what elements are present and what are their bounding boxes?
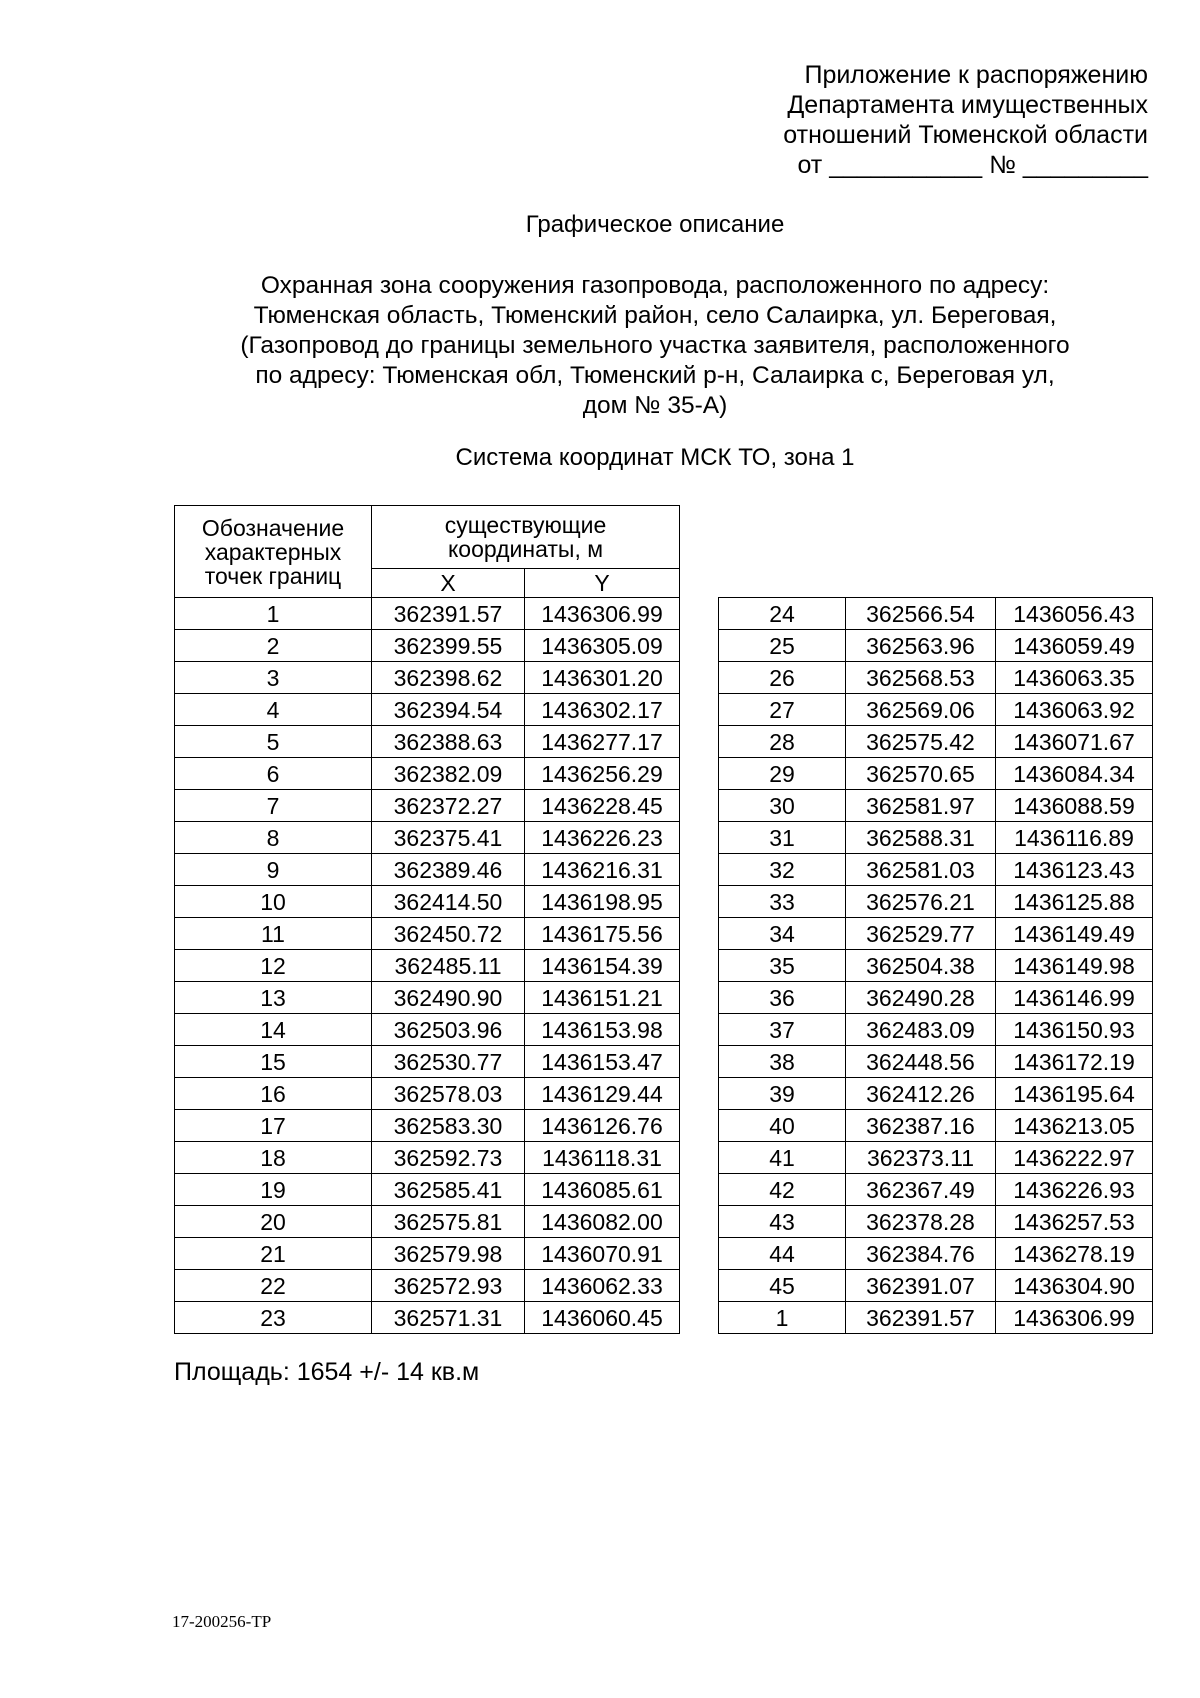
x-coordinate-cell: 362394.54: [372, 694, 525, 726]
document-title: Графическое описание: [525, 211, 785, 238]
y-coordinate-cell: 1436088.59: [996, 790, 1153, 822]
y-coordinate-cell: 1436149.98: [996, 950, 1153, 982]
x-coordinate-cell: 362578.03: [372, 1078, 525, 1110]
header-line-3: отношений Тюменской области: [783, 121, 1148, 149]
y-coordinate-cell: 1436226.23: [525, 822, 680, 854]
x-coordinate-cell: 362384.76: [846, 1238, 996, 1270]
point-number-cell: 28: [719, 726, 846, 758]
table-row: [175, 598, 680, 630]
point-number-cell: 20: [175, 1206, 372, 1238]
table-row: [175, 758, 680, 790]
table-row: [175, 630, 680, 662]
x-coordinate-cell: 362588.31: [846, 822, 996, 854]
y-coordinate-cell: 1436123.43: [996, 854, 1153, 886]
coords-header: существующие координаты, м: [372, 506, 680, 569]
point-number-cell: 18: [175, 1142, 372, 1174]
point-number-cell: 12: [175, 950, 372, 982]
point-number-cell: 9: [175, 854, 372, 886]
point-number-cell: 34: [719, 918, 846, 950]
header-line-4: от ___________ № _________: [797, 151, 1148, 179]
point-number-cell: 45: [719, 1270, 846, 1302]
table-row: [175, 886, 680, 918]
y-coordinate-cell: 1436306.99: [525, 598, 680, 630]
y-coordinate-cell: 1436305.09: [525, 630, 680, 662]
point-number-cell: 1: [719, 1302, 846, 1334]
y-coordinate-cell: 1436175.56: [525, 918, 680, 950]
y-coordinate-cell: 1436301.20: [525, 662, 680, 694]
y-coordinate-cell: 1436060.45: [525, 1302, 680, 1334]
x-coordinate-cell: 362530.77: [372, 1046, 525, 1078]
y-coordinate-cell: 1436063.35: [996, 662, 1153, 694]
x-column-header: X: [372, 569, 525, 598]
point-number-cell: 5: [175, 726, 372, 758]
y-coordinate-cell: 1436153.47: [525, 1046, 680, 1078]
x-coordinate-cell: 362448.56: [846, 1046, 996, 1078]
coordinate-system: Система координат МСК ТО, зона 1: [455, 444, 855, 471]
y-coordinate-cell: 1436150.93: [996, 1014, 1153, 1046]
table-row: [719, 1014, 1153, 1046]
x-coordinate-cell: 362570.65: [846, 758, 996, 790]
x-coordinate-cell: 362581.97: [846, 790, 996, 822]
y-coordinate-cell: 1436063.92: [996, 694, 1153, 726]
y-coordinate-cell: 1436071.67: [996, 726, 1153, 758]
y-coordinate-cell: 1436278.19: [996, 1238, 1153, 1270]
point-number-cell: 23: [175, 1302, 372, 1334]
y-coordinate-cell: 1436059.49: [996, 630, 1153, 662]
table-row: [719, 1110, 1153, 1142]
table-row: [719, 790, 1153, 822]
x-coordinate-cell: 362391.07: [846, 1270, 996, 1302]
y-coordinate-cell: 1436084.34: [996, 758, 1153, 790]
appendix-header: [783, 60, 1148, 180]
table-row: [175, 854, 680, 886]
table-row: [175, 726, 680, 758]
subject-line-1: Охранная зона сооружения газопровода, расположенного по адресу:: [260, 272, 1050, 299]
area-text: Площадь: 1654 +/- 14 кв.м: [174, 1358, 480, 1386]
x-coordinate-cell: 362391.57: [846, 1302, 996, 1334]
y-coordinate-cell: 1436149.49: [996, 918, 1153, 950]
x-coordinate-cell: 362414.50: [372, 886, 525, 918]
point-number-cell: 8: [175, 822, 372, 854]
point-number-cell: 44: [719, 1238, 846, 1270]
x-coordinate-cell: 362569.06: [846, 694, 996, 726]
y-coordinate-cell: 1436226.93: [996, 1174, 1153, 1206]
x-coordinate-cell: 362568.53: [846, 662, 996, 694]
table-row: [175, 1174, 680, 1206]
table-row: [719, 1206, 1153, 1238]
table-row: [175, 1142, 680, 1174]
coordinates-table-left: [174, 505, 680, 1334]
x-coordinate-cell: 362483.09: [846, 1014, 996, 1046]
x-coordinate-cell: 362382.09: [372, 758, 525, 790]
table-row: [719, 694, 1153, 726]
x-coordinate-cell: 362398.62: [372, 662, 525, 694]
point-number-cell: 22: [175, 1270, 372, 1302]
point-number-cell: 32: [719, 854, 846, 886]
x-coordinate-cell: 362575.42: [846, 726, 996, 758]
point-number-cell: 7: [175, 790, 372, 822]
subject-description: [0, 271, 1200, 421]
point-number-cell: 3: [175, 662, 372, 694]
table-row: [175, 982, 680, 1014]
x-coordinate-cell: 362576.21: [846, 886, 996, 918]
table-row: [175, 1302, 680, 1334]
table-row: [719, 854, 1153, 886]
x-coordinate-cell: 362388.63: [372, 726, 525, 758]
point-number-cell: 17: [175, 1110, 372, 1142]
y-coordinate-cell: 1436082.00: [525, 1206, 680, 1238]
point-number-cell: 16: [175, 1078, 372, 1110]
subject-line-4: по адресу: Тюменская обл, Тюменский р-н, Салаирка с, Береговая ул,: [255, 362, 1055, 389]
x-coordinate-cell: 362389.46: [372, 854, 525, 886]
y-coordinate-cell: 1436172.19: [996, 1046, 1153, 1078]
point-number-cell: 14: [175, 1014, 372, 1046]
y-column-header: Y: [525, 569, 680, 598]
table-row: [719, 950, 1153, 982]
subject-line-2: Тюменская область, Тюменский район, село Салаирка, ул. Береговая,: [253, 302, 1057, 329]
point-number-cell: 38: [719, 1046, 846, 1078]
point-number-cell: 15: [175, 1046, 372, 1078]
x-coordinate-cell: 362504.38: [846, 950, 996, 982]
x-coordinate-cell: 362529.77: [846, 918, 996, 950]
point-number-cell: 35: [719, 950, 846, 982]
x-coordinate-cell: 362581.03: [846, 854, 996, 886]
point-number-cell: 26: [719, 662, 846, 694]
x-coordinate-cell: 362391.57: [372, 598, 525, 630]
x-coordinate-cell: 362373.11: [846, 1142, 996, 1174]
y-coordinate-cell: 1436154.39: [525, 950, 680, 982]
point-number-cell: 40: [719, 1110, 846, 1142]
y-coordinate-cell: 1436146.99: [996, 982, 1153, 1014]
x-coordinate-cell: 362583.30: [372, 1110, 525, 1142]
y-coordinate-cell: 1436085.61: [525, 1174, 680, 1206]
y-coordinate-cell: 1436222.97: [996, 1142, 1153, 1174]
y-coordinate-cell: 1436125.88: [996, 886, 1153, 918]
table-row: [175, 1270, 680, 1302]
coordinates-table-right: [718, 597, 1153, 1334]
point-number-cell: 29: [719, 758, 846, 790]
x-coordinate-cell: 362585.41: [372, 1174, 525, 1206]
point-number-cell: 41: [719, 1142, 846, 1174]
table-row: [175, 950, 680, 982]
y-coordinate-cell: 1436116.89: [996, 822, 1153, 854]
table-row: [719, 886, 1153, 918]
point-number-cell: 25: [719, 630, 846, 662]
table-row: [175, 1110, 680, 1142]
table-row: [175, 790, 680, 822]
table-row: [719, 1174, 1153, 1206]
table-row: [719, 1046, 1153, 1078]
x-coordinate-cell: 362450.72: [372, 918, 525, 950]
y-coordinate-cell: 1436256.29: [525, 758, 680, 790]
table-row: [175, 1206, 680, 1238]
table-row: [175, 662, 680, 694]
point-number-cell: 13: [175, 982, 372, 1014]
subject-line-3: (Газопровод до границы земельного участка заявителя, расположенного: [240, 332, 1070, 359]
table-row: [175, 694, 680, 726]
point-number-cell: 31: [719, 822, 846, 854]
x-coordinate-cell: 362485.11: [372, 950, 525, 982]
y-coordinate-cell: 1436195.64: [996, 1078, 1153, 1110]
table-row: [719, 726, 1153, 758]
point-number-cell: 43: [719, 1206, 846, 1238]
y-coordinate-cell: 1436306.99: [996, 1302, 1153, 1334]
x-coordinate-cell: 362566.54: [846, 598, 996, 630]
table-row: [175, 1014, 680, 1046]
table-row: [719, 758, 1153, 790]
x-coordinate-cell: 362503.96: [372, 1014, 525, 1046]
point-number-cell: 19: [175, 1174, 372, 1206]
table-row: [719, 918, 1153, 950]
x-coordinate-cell: 362592.73: [372, 1142, 525, 1174]
point-number-cell: 1: [175, 598, 372, 630]
table-row: [719, 1142, 1153, 1174]
table-row: [719, 822, 1153, 854]
table-row: [175, 1046, 680, 1078]
y-coordinate-cell: 1436151.21: [525, 982, 680, 1014]
y-coordinate-cell: 1436153.98: [525, 1014, 680, 1046]
point-number-cell: 42: [719, 1174, 846, 1206]
x-coordinate-cell: 362372.27: [372, 790, 525, 822]
table-row: [719, 1238, 1153, 1270]
y-coordinate-cell: 1436070.91: [525, 1238, 680, 1270]
subject-line-5: дом № 35-А): [582, 392, 728, 419]
table-row: [175, 1078, 680, 1110]
point-number-cell: 21: [175, 1238, 372, 1270]
table-row: [719, 1078, 1153, 1110]
x-coordinate-cell: 362378.28: [846, 1206, 996, 1238]
point-number-cell: 36: [719, 982, 846, 1014]
point-number-cell: 11: [175, 918, 372, 950]
x-coordinate-cell: 362572.93: [372, 1270, 525, 1302]
y-coordinate-cell: 1436216.31: [525, 854, 680, 886]
x-coordinate-cell: 362579.98: [372, 1238, 525, 1270]
y-coordinate-cell: 1436213.05: [996, 1110, 1153, 1142]
table-row: [719, 1270, 1153, 1302]
point-number-cell: 10: [175, 886, 372, 918]
table-row: [719, 1302, 1153, 1334]
header-line-2: Департамента имущественных: [787, 91, 1148, 119]
y-coordinate-cell: 1436056.43: [996, 598, 1153, 630]
header-line-1: Приложение к распоряжению: [804, 61, 1148, 89]
table-row: [175, 822, 680, 854]
x-coordinate-cell: 362367.49: [846, 1174, 996, 1206]
x-coordinate-cell: 362575.81: [372, 1206, 525, 1238]
point-number-cell: 39: [719, 1078, 846, 1110]
point-number-cell: 2: [175, 630, 372, 662]
x-coordinate-cell: 362490.90: [372, 982, 525, 1014]
y-coordinate-cell: 1436304.90: [996, 1270, 1153, 1302]
table-row: [719, 630, 1153, 662]
point-number-cell: 33: [719, 886, 846, 918]
point-number-cell: 30: [719, 790, 846, 822]
point-number-cell: 37: [719, 1014, 846, 1046]
x-coordinate-cell: 362563.96: [846, 630, 996, 662]
y-coordinate-cell: 1436228.45: [525, 790, 680, 822]
table-row: [175, 1238, 680, 1270]
y-coordinate-cell: 1436277.17: [525, 726, 680, 758]
table-row: [719, 662, 1153, 694]
y-coordinate-cell: 1436118.31: [525, 1142, 680, 1174]
y-coordinate-cell: 1436302.17: [525, 694, 680, 726]
point-label-header: Обозначение характерных точек границ: [175, 506, 372, 598]
x-coordinate-cell: 362387.16: [846, 1110, 996, 1142]
x-coordinate-cell: 362490.28: [846, 982, 996, 1014]
point-number-cell: 24: [719, 598, 846, 630]
x-coordinate-cell: 362412.26: [846, 1078, 996, 1110]
table-row: [719, 982, 1153, 1014]
table-row: [719, 598, 1153, 630]
y-coordinate-cell: 1436126.76: [525, 1110, 680, 1142]
y-coordinate-cell: 1436198.95: [525, 886, 680, 918]
point-number-cell: 4: [175, 694, 372, 726]
y-coordinate-cell: 1436129.44: [525, 1078, 680, 1110]
x-coordinate-cell: 362399.55: [372, 630, 525, 662]
x-coordinate-cell: 362571.31: [372, 1302, 525, 1334]
y-coordinate-cell: 1436257.53: [996, 1206, 1153, 1238]
y-coordinate-cell: 1436062.33: [525, 1270, 680, 1302]
table-row: [175, 918, 680, 950]
point-number-cell: 27: [719, 694, 846, 726]
point-number-cell: 6: [175, 758, 372, 790]
x-coordinate-cell: 362375.41: [372, 822, 525, 854]
document-code: 17-200256-ТР: [172, 1612, 272, 1631]
